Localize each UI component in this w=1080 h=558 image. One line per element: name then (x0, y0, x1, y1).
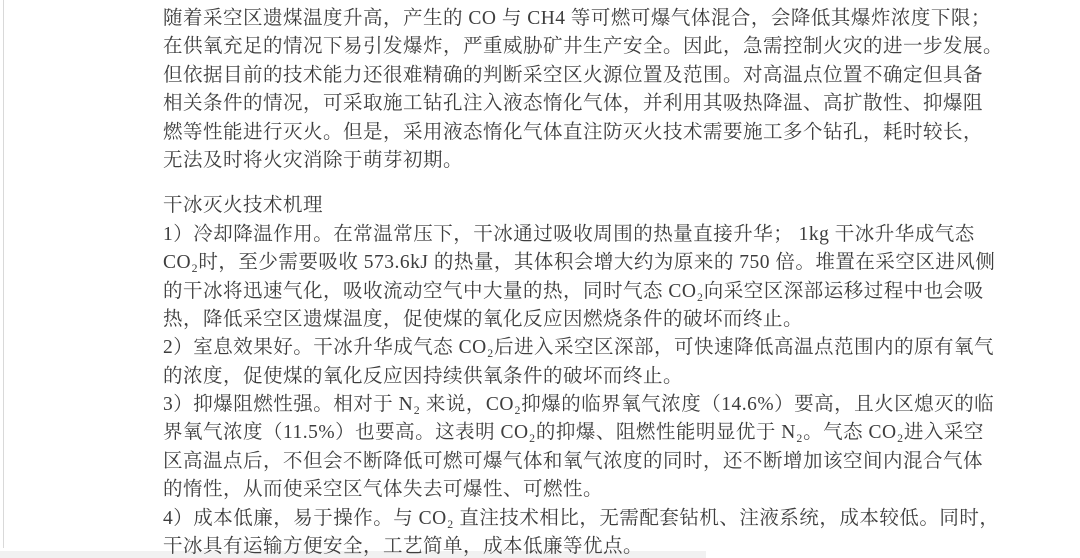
text-line: CO₂时，至少需要吸收 573.6kJ 的热量，其体积会增大约为原来的 750 倍。堆置在采空区进风侧 (163, 252, 996, 274)
text-line: 热，降低采空区遗煤温度，促使煤的氧化反应因燃烧条件的破坏而终止。 (163, 308, 804, 330)
text-line: 的惰性，从而使采空区气体失去可爆性、可燃性。 (163, 479, 604, 501)
text-line: 无法及时将火灾消除于萌芽初期。 (163, 149, 464, 171)
text-line: 界氧气浓度（11.5%）也要高。这表明 CO₂的抑爆、阻燃性能明显优于 N₂。气态 CO₂进入采空 (163, 422, 984, 444)
text-line: 相关条件的情况，可采取施工钻孔注入液态惰化气体，并利用其吸热降温、高扩散性、抑爆阻 (163, 93, 984, 115)
text-line: 燃等性能进行灭火。但是，采用液态惰化气体直注防灭火技术需要施工多个钻孔，耗时较长， (163, 121, 984, 143)
section-heading: 干冰灭火技术机理 (163, 195, 324, 217)
text-line: 的干冰将迅速气化，吸收流动空气中大量的热，同时气态 CO₂向采空区深部运移过程中也会吸 (163, 280, 984, 302)
text-line: 的浓度，促使煤的氧化反应因持续供氧条件的破坏而终止。 (163, 365, 684, 387)
paragraph-spacer (163, 175, 1003, 192)
text-line: 在供氧充足的情况下易引发爆炸，严重威胁矿井生产安全。因此，急需控制火灾的进一步发展。 (163, 36, 1004, 58)
text-line: 2）室息效果好。干冰升华成气态 CO₂后进入采空区深部，可快速降低高温点范围内的原有氧气 (163, 337, 995, 359)
text-line: 随着采空区遗煤温度升高，产生的 CO 与 CH4 等可燃可爆气体混合，会降低其爆炸浓度下限； (163, 8, 991, 29)
text-line: 4）成本低廉，易于操作。与 CO₂ 直注技术相比，无需配套钻机、注液系统，成本较低。同时， (163, 507, 1000, 529)
text-line: 区高温点后，不但会不断降低可燃可爆气体和氧气浓度的同时，还不断增加该空间内混合气体 (163, 450, 984, 472)
document-text (163, 5, 1003, 558)
text-line: 3）抑爆阻燃性强。相对于 N₂ 来说，CO₂抑爆的临界氧气浓度（14.6%）要高，且火区熄灭的临 (163, 394, 995, 416)
page-edge-line (3, 0, 4, 548)
text-line: 1）冷却降温作用。在常温常压下，干冰通过吸收周围的热量直接升华； 1kg 干冰升华成气态 (163, 223, 975, 245)
text-line: 但依据目前的技术能力还很难精确的判断采空区火源位置及范围。对高温点位置不确定但具备 (163, 64, 984, 86)
text-line: 干冰具有运输方便安全，工艺简单，成本低廉等优点。 (163, 536, 644, 558)
